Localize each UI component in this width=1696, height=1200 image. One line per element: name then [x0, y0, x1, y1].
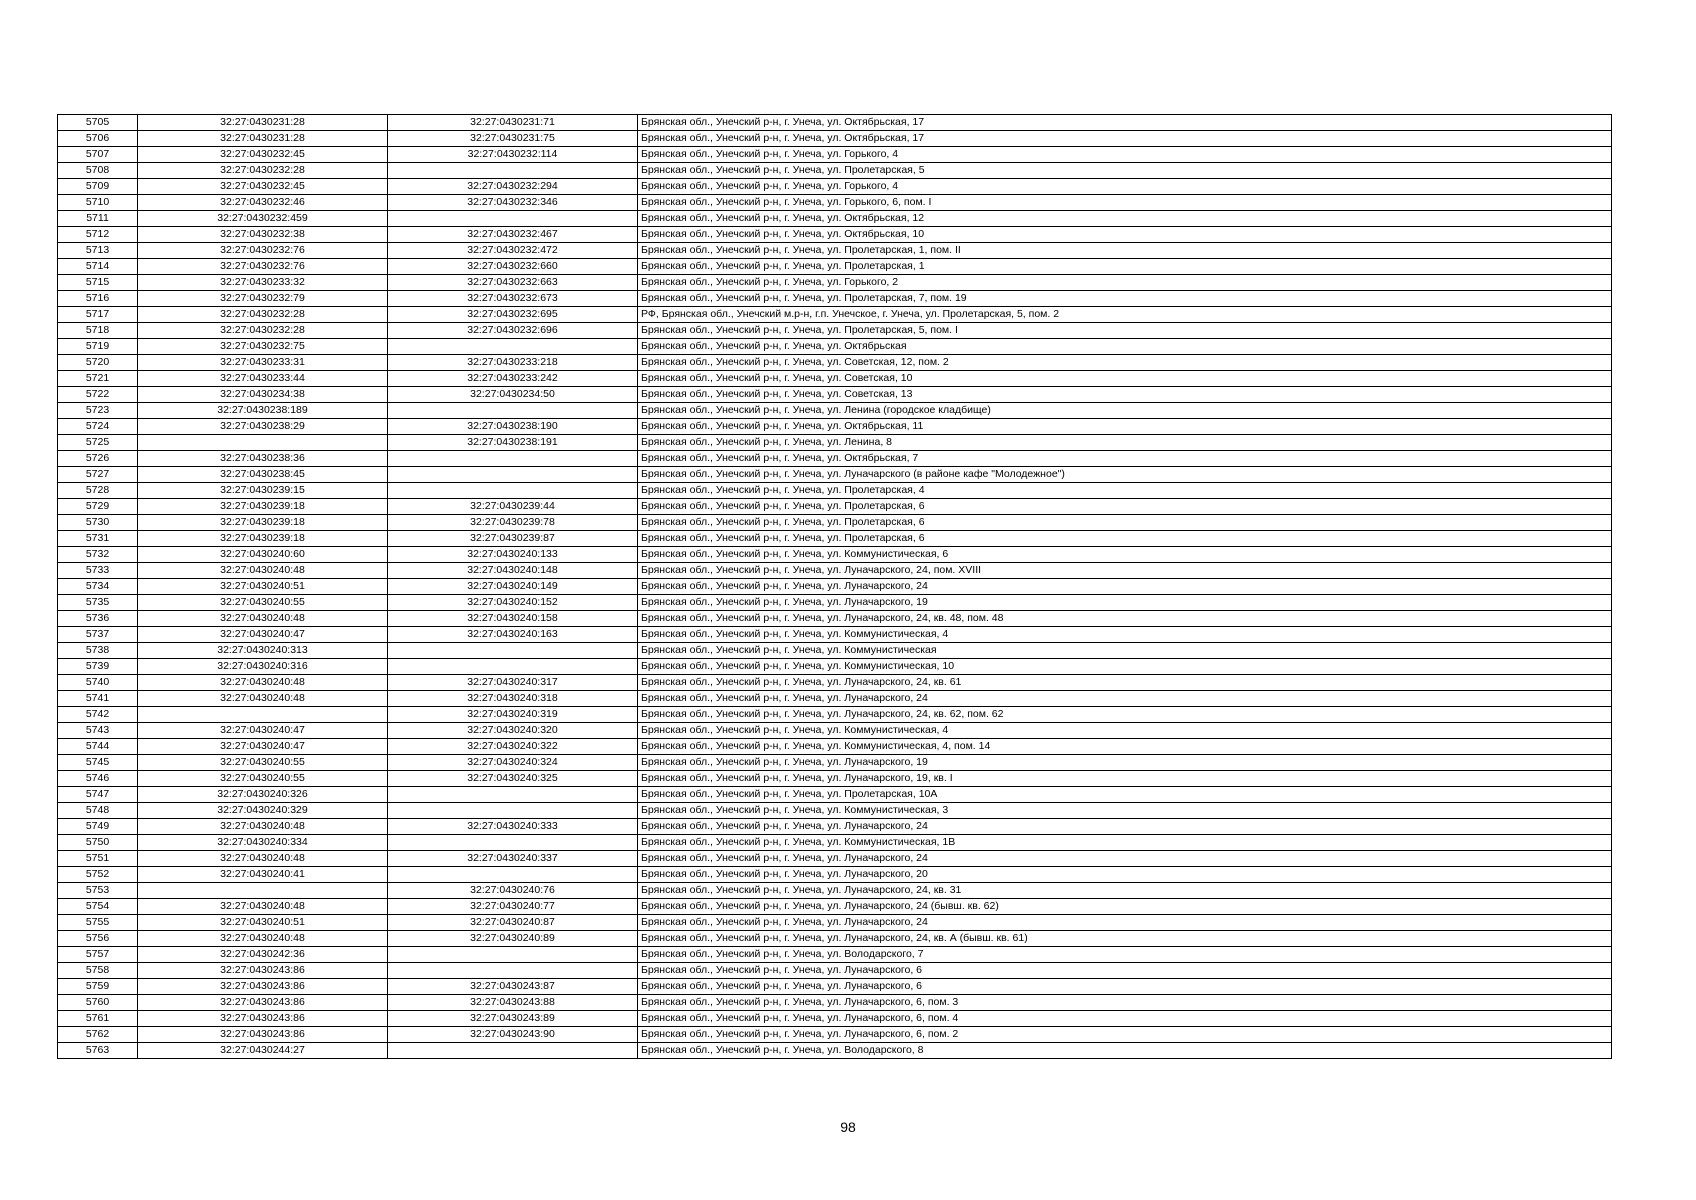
row-number-cell: 5729	[58, 499, 138, 515]
address-cell: Брянская обл., Унечский р-н, г. Унеча, ул. Пролетарская, 10А	[638, 787, 1612, 803]
address-cell: Брянская обл., Унечский р-н, г. Унеча, ул. Луначарского, 24, кв. А (бывш. кв. 61)	[638, 931, 1612, 947]
object-number-cell: 32:27:0430239:44	[388, 499, 638, 515]
parcel-number-cell: 32:27:0430232:28	[138, 307, 388, 323]
row-number-cell: 5705	[58, 115, 138, 131]
row-number-cell: 5749	[58, 819, 138, 835]
parcel-number-cell: 32:27:0430240:326	[138, 787, 388, 803]
table-row	[58, 515, 1612, 531]
parcel-number-cell: 32:27:0430240:48	[138, 899, 388, 915]
object-number-cell	[388, 867, 638, 883]
table-row	[58, 259, 1612, 275]
address-cell: Брянская обл., Унечский р-н, г. Унеча, ул. Горького, 6, пом. I	[638, 195, 1612, 211]
address-cell: Брянская обл., Унечский р-н, г. Унеча, ул. Октябрьская, 11	[638, 419, 1612, 435]
object-number-cell	[388, 947, 638, 963]
object-number-cell: 32:27:0430234:50	[388, 387, 638, 403]
parcel-number-cell	[138, 883, 388, 899]
object-number-cell	[388, 803, 638, 819]
address-cell: Брянская обл., Унечский р-н, г. Унеча, ул. Октябрьская, 10	[638, 227, 1612, 243]
parcel-number-cell: 32:27:0430232:38	[138, 227, 388, 243]
table-row	[58, 787, 1612, 803]
parcel-number-cell: 32:27:0430238:189	[138, 403, 388, 419]
table-row	[58, 627, 1612, 643]
table-row	[58, 499, 1612, 515]
parcel-number-cell: 32:27:0430232:459	[138, 211, 388, 227]
table-row	[58, 803, 1612, 819]
address-cell: Брянская обл., Унечский р-н, г. Унеча, ул. Советская, 12, пом. 2	[638, 355, 1612, 371]
row-number-cell: 5721	[58, 371, 138, 387]
table-row	[58, 707, 1612, 723]
address-cell: Брянская обл., Унечский р-н, г. Унеча, ул. Горького, 4	[638, 147, 1612, 163]
row-number-cell: 5737	[58, 627, 138, 643]
table-row	[58, 851, 1612, 867]
table-row	[58, 195, 1612, 211]
row-number-cell: 5746	[58, 771, 138, 787]
object-number-cell: 32:27:0430240:320	[388, 723, 638, 739]
table-row	[58, 899, 1612, 915]
address-cell: Брянская обл., Унечский р-н, г. Унеча, ул. Октябрьская, 17	[638, 115, 1612, 131]
parcel-number-cell: 32:27:0430240:313	[138, 643, 388, 659]
address-cell: РФ, Брянская обл., Унечский м.р-н, г.п. Унечское, г. Унеча, ул. Пролетарская, 5, пом. 2	[638, 307, 1612, 323]
object-number-cell: 32:27:0430232:673	[388, 291, 638, 307]
parcel-number-cell: 32:27:0430240:48	[138, 931, 388, 947]
address-cell: Брянская обл., Унечский р-н, г. Унеча, ул. Луначарского, 24, кв. 31	[638, 883, 1612, 899]
row-number-cell: 5760	[58, 995, 138, 1011]
address-cell: Брянская обл., Унечский р-н, г. Унеча, ул. Коммунистическая	[638, 643, 1612, 659]
address-cell: Брянская обл., Унечский р-н, г. Унеча, ул. Луначарского, 6, пом. 4	[638, 1011, 1612, 1027]
address-cell: Брянская обл., Унечский р-н, г. Унеча, ул. Луначарского, 24, кв. 61	[638, 675, 1612, 691]
address-cell: Брянская обл., Унечский р-н, г. Унеча, ул. Луначарского, 24	[638, 915, 1612, 931]
parcel-number-cell: 32:27:0430232:28	[138, 163, 388, 179]
row-number-cell: 5753	[58, 883, 138, 899]
object-number-cell: 32:27:0430240:77	[388, 899, 638, 915]
parcel-number-cell	[138, 707, 388, 723]
parcel-number-cell: 32:27:0430233:32	[138, 275, 388, 291]
table-row	[58, 595, 1612, 611]
object-number-cell: 32:27:0430243:87	[388, 979, 638, 995]
parcel-number-cell: 32:27:0430240:51	[138, 579, 388, 595]
object-number-cell: 32:27:0430232:467	[388, 227, 638, 243]
parcel-number-cell: 32:27:0430240:47	[138, 627, 388, 643]
row-number-cell: 5727	[58, 467, 138, 483]
table-row	[58, 1027, 1612, 1043]
table-row	[58, 723, 1612, 739]
parcel-number-cell: 32:27:0430238:29	[138, 419, 388, 435]
registry-table	[57, 114, 1612, 1059]
address-cell: Брянская обл., Унечский р-н, г. Унеча, ул. Коммунистическая, 4, пом. 14	[638, 739, 1612, 755]
row-number-cell: 5740	[58, 675, 138, 691]
row-number-cell: 5709	[58, 179, 138, 195]
parcel-number-cell: 32:27:0430232:76	[138, 243, 388, 259]
row-number-cell: 5757	[58, 947, 138, 963]
parcel-number-cell: 32:27:0430243:86	[138, 1011, 388, 1027]
table-row	[58, 179, 1612, 195]
object-number-cell: 32:27:0430232:696	[388, 323, 638, 339]
table-row	[58, 451, 1612, 467]
table-row	[58, 115, 1612, 131]
table-row	[58, 691, 1612, 707]
row-number-cell: 5713	[58, 243, 138, 259]
parcel-number-cell	[138, 435, 388, 451]
address-cell: Брянская обл., Унечский р-н, г. Унеча, ул. Луначарского, 24	[638, 579, 1612, 595]
object-number-cell: 32:27:0430240:319	[388, 707, 638, 723]
row-number-cell: 5732	[58, 547, 138, 563]
table-row	[58, 883, 1612, 899]
object-number-cell	[388, 835, 638, 851]
object-number-cell: 32:27:0430232:346	[388, 195, 638, 211]
address-cell: Брянская обл., Унечский р-н, г. Унеча, ул. Володарского, 7	[638, 947, 1612, 963]
table-row	[58, 211, 1612, 227]
row-number-cell: 5759	[58, 979, 138, 995]
row-number-cell: 5761	[58, 1011, 138, 1027]
object-number-cell	[388, 659, 638, 675]
table-row	[58, 467, 1612, 483]
object-number-cell: 32:27:0430232:114	[388, 147, 638, 163]
parcel-number-cell: 32:27:0430240:55	[138, 771, 388, 787]
row-number-cell: 5758	[58, 963, 138, 979]
address-cell: Брянская обл., Унечский р-н, г. Унеча, ул. Советская, 13	[638, 387, 1612, 403]
object-number-cell	[388, 643, 638, 659]
table-row	[58, 867, 1612, 883]
row-number-cell: 5742	[58, 707, 138, 723]
address-cell: Брянская обл., Унечский р-н, г. Унеча, ул. Луначарского, 24	[638, 851, 1612, 867]
row-number-cell: 5726	[58, 451, 138, 467]
parcel-number-cell: 32:27:0430240:55	[138, 595, 388, 611]
object-number-cell	[388, 1043, 638, 1059]
address-cell: Брянская обл., Унечский р-н, г. Унеча, ул. Луначарского, 6, пом. 3	[638, 995, 1612, 1011]
row-number-cell: 5710	[58, 195, 138, 211]
object-number-cell	[388, 451, 638, 467]
object-number-cell: 32:27:0430240:76	[388, 883, 638, 899]
parcel-number-cell: 32:27:0430244:27	[138, 1043, 388, 1059]
parcel-number-cell: 32:27:0430240:334	[138, 835, 388, 851]
parcel-number-cell: 32:27:0430243:86	[138, 979, 388, 995]
parcel-number-cell: 32:27:0430233:31	[138, 355, 388, 371]
object-number-cell: 32:27:0430240:337	[388, 851, 638, 867]
object-number-cell: 32:27:0430232:663	[388, 275, 638, 291]
address-cell: Брянская обл., Унечский р-н, г. Унеча, ул. Советская, 10	[638, 371, 1612, 387]
address-cell: Брянская обл., Унечский р-н, г. Унеча, ул. Октябрьская, 17	[638, 131, 1612, 147]
address-cell: Брянская обл., Унечский р-н, г. Унеча, ул. Ленина, 8	[638, 435, 1612, 451]
object-number-cell: 32:27:0430240:318	[388, 691, 638, 707]
row-number-cell: 5718	[58, 323, 138, 339]
object-number-cell: 32:27:0430243:90	[388, 1027, 638, 1043]
address-cell: Брянская обл., Унечский р-н, г. Унеча, ул. Луначарского, 19	[638, 755, 1612, 771]
table-row	[58, 755, 1612, 771]
parcel-number-cell: 32:27:0430240:51	[138, 915, 388, 931]
object-number-cell: 32:27:0430240:333	[388, 819, 638, 835]
row-number-cell: 5707	[58, 147, 138, 163]
address-cell: Брянская обл., Унечский р-н, г. Унеча, ул. Луначарского, 24, пом. XVIII	[638, 563, 1612, 579]
registry-table-body	[58, 115, 1612, 1059]
object-number-cell	[388, 211, 638, 227]
parcel-number-cell: 32:27:0430243:86	[138, 995, 388, 1011]
parcel-number-cell: 32:27:0430239:18	[138, 531, 388, 547]
object-number-cell: 32:27:0430240:148	[388, 563, 638, 579]
object-number-cell	[388, 963, 638, 979]
address-cell: Брянская обл., Унечский р-н, г. Унеча, ул. Луначарского, 6, пом. 2	[638, 1027, 1612, 1043]
address-cell: Брянская обл., Унечский р-н, г. Унеча, ул. Пролетарская, 5, пом. I	[638, 323, 1612, 339]
object-number-cell	[388, 467, 638, 483]
row-number-cell: 5712	[58, 227, 138, 243]
page-number: 98	[840, 1119, 856, 1135]
object-number-cell: 32:27:0430240:149	[388, 579, 638, 595]
object-number-cell: 32:27:0430232:294	[388, 179, 638, 195]
row-number-cell: 5731	[58, 531, 138, 547]
address-cell: Брянская обл., Унечский р-н, г. Унеча, ул. Луначарского, 24	[638, 691, 1612, 707]
table-row	[58, 947, 1612, 963]
row-number-cell: 5751	[58, 851, 138, 867]
object-number-cell: 32:27:0430240:322	[388, 739, 638, 755]
table-row	[58, 739, 1612, 755]
address-cell: Брянская обл., Унечский р-н, г. Унеча, ул. Коммунистическая, 4	[638, 627, 1612, 643]
table-row	[58, 323, 1612, 339]
row-number-cell: 5739	[58, 659, 138, 675]
parcel-number-cell: 32:27:0430232:76	[138, 259, 388, 275]
table-row	[58, 291, 1612, 307]
row-number-cell: 5733	[58, 563, 138, 579]
parcel-number-cell: 32:27:0430242:36	[138, 947, 388, 963]
parcel-number-cell: 32:27:0430239:18	[138, 499, 388, 515]
parcel-number-cell: 32:27:0430243:86	[138, 1027, 388, 1043]
object-number-cell: 32:27:0430240:87	[388, 915, 638, 931]
address-cell: Брянская обл., Унечский р-н, г. Унеча, ул. Луначарского, 19, кв. I	[638, 771, 1612, 787]
address-cell: Брянская обл., Унечский р-н, г. Унеча, ул. Горького, 4	[638, 179, 1612, 195]
row-number-cell: 5752	[58, 867, 138, 883]
parcel-number-cell: 32:27:0430232:46	[138, 195, 388, 211]
table-row	[58, 835, 1612, 851]
table-row	[58, 275, 1612, 291]
object-number-cell: 32:27:0430240:325	[388, 771, 638, 787]
table-row	[58, 675, 1612, 691]
address-cell: Брянская обл., Унечский р-н, г. Унеча, ул. Коммунистическая, 1В	[638, 835, 1612, 851]
address-cell: Брянская обл., Унечский р-н, г. Унеча, ул. Октябрьская, 12	[638, 211, 1612, 227]
row-number-cell: 5744	[58, 739, 138, 755]
address-cell: Брянская обл., Унечский р-н, г. Унеча, ул. Луначарского, 24, кв. 48, пом. 48	[638, 611, 1612, 627]
row-number-cell: 5736	[58, 611, 138, 627]
parcel-number-cell: 32:27:0430240:47	[138, 723, 388, 739]
row-number-cell: 5763	[58, 1043, 138, 1059]
table-row	[58, 963, 1612, 979]
object-number-cell: 32:27:0430243:89	[388, 1011, 638, 1027]
row-number-cell: 5706	[58, 131, 138, 147]
table-row	[58, 131, 1612, 147]
table-row	[58, 435, 1612, 451]
address-cell: Брянская обл., Унечский р-н, г. Унеча, ул. Октябрьская	[638, 339, 1612, 355]
table-row	[58, 659, 1612, 675]
row-number-cell: 5747	[58, 787, 138, 803]
parcel-number-cell: 32:27:0430240:316	[138, 659, 388, 675]
address-cell: Брянская обл., Унечский р-н, г. Унеча, ул. Коммунистическая, 4	[638, 723, 1612, 739]
address-cell: Брянская обл., Унечский р-н, г. Унеча, ул. Луначарского, 6	[638, 963, 1612, 979]
address-cell: Брянская обл., Унечский р-н, г. Унеча, ул. Горького, 2	[638, 275, 1612, 291]
parcel-number-cell: 32:27:0430239:15	[138, 483, 388, 499]
object-number-cell	[388, 403, 638, 419]
address-cell: Брянская обл., Унечский р-н, г. Унеча, ул. Коммунистическая, 3	[638, 803, 1612, 819]
parcel-number-cell: 32:27:0430238:45	[138, 467, 388, 483]
address-cell: Брянская обл., Унечский р-н, г. Унеча, ул. Октябрьская, 7	[638, 451, 1612, 467]
row-number-cell: 5750	[58, 835, 138, 851]
address-cell: Брянская обл., Унечский р-н, г. Унеча, ул. Луначарского, 24 (бывш. кв. 62)	[638, 899, 1612, 915]
object-number-cell: 32:27:0430239:78	[388, 515, 638, 531]
table-row	[58, 771, 1612, 787]
parcel-number-cell: 32:27:0430240:48	[138, 675, 388, 691]
object-number-cell: 32:27:0430231:75	[388, 131, 638, 147]
parcel-number-cell: 32:27:0430240:48	[138, 611, 388, 627]
address-cell: Брянская обл., Унечский р-н, г. Унеча, ул. Луначарского, 6	[638, 979, 1612, 995]
parcel-number-cell: 32:27:0430232:75	[138, 339, 388, 355]
object-number-cell: 32:27:0430240:317	[388, 675, 638, 691]
object-number-cell: 32:27:0430240:163	[388, 627, 638, 643]
address-cell: Брянская обл., Унечский р-н, г. Унеча, ул. Пролетарская, 6	[638, 531, 1612, 547]
parcel-number-cell: 32:27:0430240:47	[138, 739, 388, 755]
address-cell: Брянская обл., Унечский р-н, г. Унеча, ул. Пролетарская, 6	[638, 499, 1612, 515]
parcel-number-cell: 32:27:0430240:60	[138, 547, 388, 563]
table-row	[58, 1043, 1612, 1059]
row-number-cell: 5714	[58, 259, 138, 275]
object-number-cell	[388, 163, 638, 179]
table-row	[58, 611, 1612, 627]
parcel-number-cell: 32:27:0430238:36	[138, 451, 388, 467]
address-cell: Брянская обл., Унечский р-н, г. Унеча, ул. Коммунистическая, 10	[638, 659, 1612, 675]
table-row	[58, 483, 1612, 499]
row-number-cell: 5716	[58, 291, 138, 307]
address-cell: Брянская обл., Унечский р-н, г. Унеча, ул. Луначарского, 19	[638, 595, 1612, 611]
row-number-cell: 5734	[58, 579, 138, 595]
object-number-cell: 32:27:0430232:695	[388, 307, 638, 323]
address-cell: Брянская обл., Унечский р-н, г. Унеча, ул. Пролетарская, 5	[638, 163, 1612, 179]
row-number-cell: 5720	[58, 355, 138, 371]
table-row	[58, 147, 1612, 163]
row-number-cell: 5719	[58, 339, 138, 355]
table-row	[58, 643, 1612, 659]
table-row	[58, 243, 1612, 259]
parcel-number-cell: 32:27:0430233:44	[138, 371, 388, 387]
object-number-cell: 32:27:0430240:324	[388, 755, 638, 771]
table-row	[58, 339, 1612, 355]
object-number-cell: 32:27:0430240:152	[388, 595, 638, 611]
address-cell: Брянская обл., Унечский р-н, г. Унеча, ул. Луначарского (в районе кафе "Молодежное")	[638, 467, 1612, 483]
parcel-number-cell: 32:27:0430240:55	[138, 755, 388, 771]
table-row	[58, 403, 1612, 419]
object-number-cell: 32:27:0430231:71	[388, 115, 638, 131]
row-number-cell: 5723	[58, 403, 138, 419]
table-row	[58, 579, 1612, 595]
object-number-cell: 32:27:0430240:133	[388, 547, 638, 563]
parcel-number-cell: 32:27:0430231:28	[138, 131, 388, 147]
table-row	[58, 163, 1612, 179]
address-cell: Брянская обл., Унечский р-н, г. Унеча, ул. Володарского, 8	[638, 1043, 1612, 1059]
parcel-number-cell: 32:27:0430232:45	[138, 179, 388, 195]
parcel-number-cell: 32:27:0430239:18	[138, 515, 388, 531]
object-number-cell: 32:27:0430240:89	[388, 931, 638, 947]
table-row	[58, 1011, 1612, 1027]
parcel-number-cell: 32:27:0430231:28	[138, 115, 388, 131]
address-cell: Брянская обл., Унечский р-н, г. Унеча, ул. Пролетарская, 7, пом. 19	[638, 291, 1612, 307]
object-number-cell: 32:27:0430232:660	[388, 259, 638, 275]
object-number-cell: 32:27:0430238:191	[388, 435, 638, 451]
object-number-cell: 32:27:0430239:87	[388, 531, 638, 547]
row-number-cell: 5743	[58, 723, 138, 739]
row-number-cell: 5755	[58, 915, 138, 931]
table-row	[58, 547, 1612, 563]
object-number-cell	[388, 339, 638, 355]
object-number-cell	[388, 787, 638, 803]
table-row	[58, 371, 1612, 387]
parcel-number-cell: 32:27:0430240:48	[138, 819, 388, 835]
object-number-cell: 32:27:0430233:218	[388, 355, 638, 371]
row-number-cell: 5756	[58, 931, 138, 947]
table-row	[58, 307, 1612, 323]
row-number-cell: 5754	[58, 899, 138, 915]
parcel-number-cell: 32:27:0430232:79	[138, 291, 388, 307]
table-row	[58, 419, 1612, 435]
address-cell: Брянская обл., Унечский р-н, г. Унеча, ул. Пролетарская, 1	[638, 259, 1612, 275]
object-number-cell: 32:27:0430243:88	[388, 995, 638, 1011]
row-number-cell: 5711	[58, 211, 138, 227]
address-cell: Брянская обл., Унечский р-н, г. Унеча, ул. Пролетарская, 1, пом. II	[638, 243, 1612, 259]
parcel-number-cell: 32:27:0430240:48	[138, 851, 388, 867]
address-cell: Брянская обл., Унечский р-н, г. Унеча, ул. Пролетарская, 6	[638, 515, 1612, 531]
row-number-cell: 5730	[58, 515, 138, 531]
row-number-cell: 5724	[58, 419, 138, 435]
address-cell: Брянская обл., Унечский р-н, г. Унеча, ул. Коммунистическая, 6	[638, 547, 1612, 563]
object-number-cell: 32:27:0430240:158	[388, 611, 638, 627]
row-number-cell: 5735	[58, 595, 138, 611]
address-cell: Брянская обл., Унечский р-н, г. Унеча, ул. Луначарского, 24, кв. 62, пом. 62	[638, 707, 1612, 723]
table-row	[58, 931, 1612, 947]
parcel-number-cell: 32:27:0430234:38	[138, 387, 388, 403]
address-cell: Брянская обл., Унечский р-н, г. Унеча, ул. Пролетарская, 4	[638, 483, 1612, 499]
row-number-cell: 5741	[58, 691, 138, 707]
row-number-cell: 5722	[58, 387, 138, 403]
object-number-cell	[388, 483, 638, 499]
table-row	[58, 355, 1612, 371]
row-number-cell: 5748	[58, 803, 138, 819]
row-number-cell: 5708	[58, 163, 138, 179]
table-row	[58, 819, 1612, 835]
object-number-cell: 32:27:0430232:472	[388, 243, 638, 259]
row-number-cell: 5728	[58, 483, 138, 499]
object-number-cell: 32:27:0430233:242	[388, 371, 638, 387]
address-cell: Брянская обл., Унечский р-н, г. Унеча, ул. Луначарского, 20	[638, 867, 1612, 883]
parcel-number-cell: 32:27:0430232:45	[138, 147, 388, 163]
row-number-cell: 5717	[58, 307, 138, 323]
parcel-number-cell: 32:27:0430240:329	[138, 803, 388, 819]
object-number-cell: 32:27:0430238:190	[388, 419, 638, 435]
table-row	[58, 995, 1612, 1011]
row-number-cell: 5715	[58, 275, 138, 291]
parcel-number-cell: 32:27:0430240:48	[138, 563, 388, 579]
row-number-cell: 5738	[58, 643, 138, 659]
table-row	[58, 227, 1612, 243]
table-row	[58, 387, 1612, 403]
parcel-number-cell: 32:27:0430243:86	[138, 963, 388, 979]
table-row	[58, 531, 1612, 547]
row-number-cell: 5725	[58, 435, 138, 451]
parcel-number-cell: 32:27:0430240:41	[138, 867, 388, 883]
row-number-cell: 5745	[58, 755, 138, 771]
parcel-number-cell: 32:27:0430232:28	[138, 323, 388, 339]
address-cell: Брянская обл., Унечский р-н, г. Унеча, ул. Ленина (городское кладбище)	[638, 403, 1612, 419]
table-row	[58, 979, 1612, 995]
table-row	[58, 563, 1612, 579]
parcel-number-cell: 32:27:0430240:48	[138, 691, 388, 707]
address-cell: Брянская обл., Унечский р-н, г. Унеча, ул. Луначарского, 24	[638, 819, 1612, 835]
row-number-cell: 5762	[58, 1027, 138, 1043]
table-row	[58, 915, 1612, 931]
